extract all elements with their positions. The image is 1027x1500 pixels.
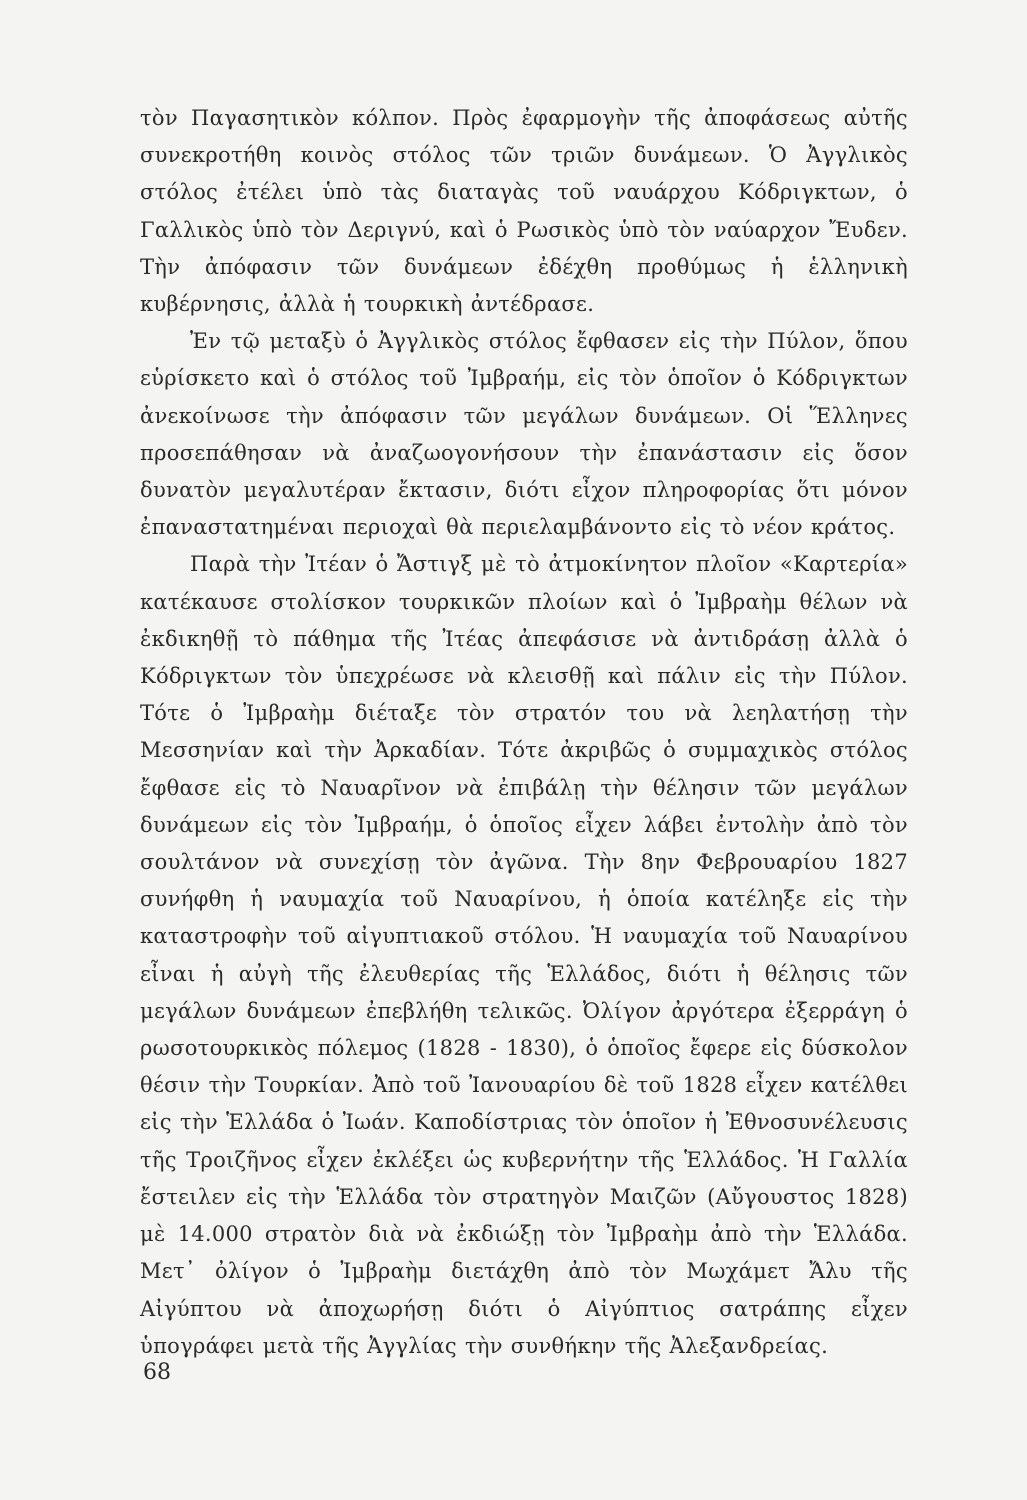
paragraph-2: Ἐν τῷ μεταξὺ ὁ Ἀγγλικὸς στόλος ἔφθασεν εἰς τὴν Πύλον, ὅπου εὑρίσκετο καὶ ὁ στόλος τοῦ Ἰμβραήμ, εἰς τὸν ὁποῖον ὁ Κόδριγκτων ἀνεκοίνωσε τὴν ἀπόφασιν τῶν μεγάλων δυνάμεων. Οἱ Ἕλληνες προσεπάθησαν νὰ ἀναζωογονήσουν τὴν ἐπανάστασιν εἰς ὅσον δυνατὸν μεγαλυτέραν ἔκτασιν, διότι εἶχον πληροφορίας ὅτι μόνον ἐπαναστατημέναι περιοχαὶ θὰ περιελαμβάνοντο εἰς τὸ νέον κράτος. bbox=[140, 329, 908, 540]
paragraph-3: Παρὰ τὴν Ἰτέαν ὁ Ἄστιγξ μὲ τὸ ἀτμοκίνητον πλοῖον «Καρτερία» κατέκαυσε στολίσκον τουρκικῶν πλοίων καὶ ὁ Ἰμβραὴμ θέλων νὰ ἐκδικηθῇ τὸ πάθημα τῆς Ἰτέας ἀπεφάσισε νὰ ἀντιδράσῃ ἀλλὰ ὁ Κόδριγκτων τὸν ὑπεχρέωσε νὰ κλεισθῇ καὶ πάλιν εἰς τὴν Πύλον. Τότε ὁ Ἰμβραὴμ διέταξε τὸν στρατόν του νὰ λεηλατήσῃ τὴν Μεσσηνίαν καὶ τὴν Ἀρκαδίαν. Τότε ἀκριβῶς ὁ συμμαχικὸς στόλος ἔφθασε εἰς τὸ Ναυαρῖνον νὰ ἐπιβάλῃ τὴν θέλησιν τῶν μεγάλων δυνάμεων εἰς τὸν Ἰμβραήμ, ὁ ὁποῖος εἶχεν λάβει ἐντολὴν ἀπὸ τὸν σουλτάνον νὰ συνεχίσῃ τὸν ἀγῶνα. Τὴν 8ην Φεβρουαρίου 1827 συνήφθη ἡ ναυμαχία τοῦ Ναυαρίνου, ἡ ὁποία κατέληξε εἰς τὴν καταστροφὴν τοῦ αἰγυπτιακοῦ στόλου. Ἡ ναυμαχία τοῦ Ναυαρίνου εἶναι ἡ αὐγὴ τῆς ἐλευθερίας τῆς Ἑλλάδος, διότι ἡ θέλησις τῶν μεγάλων δυνάμεων ἐπεβλήθη τελικῶς. Ὀλίγον ἀργότερα ἐξερράγη ὁ ρωσοτουρκικὸς πόλεμος (1828 - 1830), ὁ ὁποῖος ἔφερε εἰς δύσκολον θέσιν τὴν Τουρκίαν. Ἀπὸ τοῦ Ἰανουαρίου δὲ τοῦ 1828 εἶχεν κατέλθει εἰς τὴν Ἑλλάδα ὁ Ἰωάν. Καποδίστριας τὸν ὁποῖον ἡ Ἐθνοσυνέλευσις τῆς Τροιζῆνος εἶχεν ἐκλέξει ὡς κυβερνήτην τῆς Ἑλλάδος. Ἡ Γαλλία ἔστειλεν εἰς τὴν Ἑλλάδα τὸν στρατηγὸν Μαιζῶν (Αὔγουστος 1828) μὲ 14.000 στρατὸν διὰ νὰ ἐκδιώξῃ τὸν Ἰμβραὴμ ἀπὸ τὴν Ἑλλάδα. Μετ᾽ ὀλίγον ὁ Ἰμβραὴμ διετάχθη ἀπὸ τὸν Μωχάμετ Ἄλυ τῆς Αἰγύπτου νὰ ἀποχωρήσῃ διότι ὁ Αἰγύπτιος σατράπης εἶχεν ὑπογράφει μετὰ τῆς Ἀγγλίας τὴν συνθήκην τῆς Ἀλεξανδρείας. bbox=[140, 552, 908, 1358]
page-number: 68 bbox=[143, 1360, 171, 1385]
paragraph-1: τὸν Παγασητικὸν κόλπον. Πρὸς ἐφαρμογὴν τῆς ἀποφάσεως αὐτῆς συνεκροτήθη κοινὸς στόλος τῶν τριῶν δυνάμεων. Ὁ Ἀγγλικὸς στόλος ἐτέλει ὑπὸ τὰς διαταγὰς τοῦ ναυάρχου Κόδριγκτων, ὁ Γαλλικὸς ὑπὸ τὸν Δεριγνύ, καὶ ὁ Ρωσικὸς ὑπὸ τὸν ναύαρχον Ἔυδεν. Τὴν ἀπόφασιν τῶν δυνάμεων ἐδέχθη προθύμως ἡ ἑλληνικὴ κυβέρνησις, ἀλλὰ ἡ τουρκικὴ ἀντέδρασε. bbox=[140, 106, 908, 317]
body-text bbox=[140, 100, 908, 1365]
